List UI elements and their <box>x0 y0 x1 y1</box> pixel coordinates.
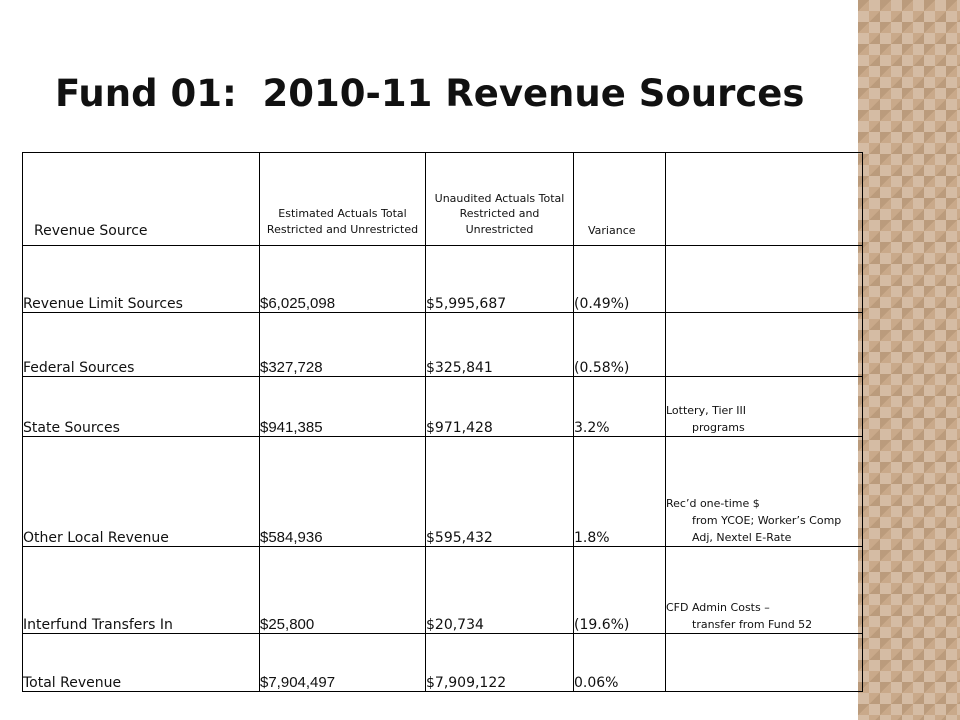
table-row <box>23 377 863 437</box>
revenue-source-cell: State Sources <box>23 377 260 437</box>
revenue-source-cell: Interfund Transfers In <box>23 547 260 634</box>
notes-cell <box>666 634 863 692</box>
variance-cell: 3.2% <box>574 377 666 437</box>
unaudited-cell: $325,841 <box>426 313 574 377</box>
unaudited-cell: $20,734 <box>426 547 574 634</box>
table-row <box>23 246 863 313</box>
revenue-table <box>22 152 863 692</box>
estimated-cell: $584,936 <box>260 437 426 547</box>
header-revenue-source: Revenue Source <box>23 153 260 246</box>
notes-cell <box>666 313 863 377</box>
estimated-cell: $6,025,098 <box>260 246 426 313</box>
header-unaudited-actuals: Unaudited Actuals Total Restricted and Unrestricted <box>426 153 574 246</box>
variance-cell: 1.8% <box>574 437 666 547</box>
notes-cell: CFD Admin Costs – transfer from Fund 52 <box>666 547 863 634</box>
revenue-source-cell: Other Local Revenue <box>23 437 260 547</box>
page-title: Fund 01: 2010-11 Revenue Sources <box>55 72 805 115</box>
header-row <box>23 153 863 246</box>
table-row <box>23 634 863 692</box>
revenue-source-cell: Total Revenue <box>23 634 260 692</box>
estimated-cell: $941,385 <box>260 377 426 437</box>
header-variance: Variance <box>574 153 666 246</box>
unaudited-cell: $5,995,687 <box>426 246 574 313</box>
variance-cell: 0.06% <box>574 634 666 692</box>
estimated-cell: $327,728 <box>260 313 426 377</box>
header-notes <box>666 153 863 246</box>
table-row <box>23 547 863 634</box>
revenue-source-cell: Revenue Limit Sources <box>23 246 260 313</box>
notes-cell <box>666 246 863 313</box>
variance-cell: (0.49%) <box>574 246 666 313</box>
unaudited-cell: $7,909,122 <box>426 634 574 692</box>
notes-cell: Rec’d one-time $ from YCOE; Worker’s Comp Adj, Nextel E-Rate <box>666 437 863 547</box>
revenue-source-cell: Federal Sources <box>23 313 260 377</box>
header-estimated-actuals: Estimated Actuals Total Restricted and Unrestricted <box>260 153 426 246</box>
variance-cell: (19.6%) <box>574 547 666 634</box>
estimated-cell: $25,800 <box>260 547 426 634</box>
table-row <box>23 313 863 377</box>
decorative-sidebar <box>858 0 960 720</box>
unaudited-cell: $595,432 <box>426 437 574 547</box>
notes-cell: Lottery, Tier III programs <box>666 377 863 437</box>
unaudited-cell: $971,428 <box>426 377 574 437</box>
estimated-cell: $7,904,497 <box>260 634 426 692</box>
table-row <box>23 437 863 547</box>
variance-cell: (0.58%) <box>574 313 666 377</box>
